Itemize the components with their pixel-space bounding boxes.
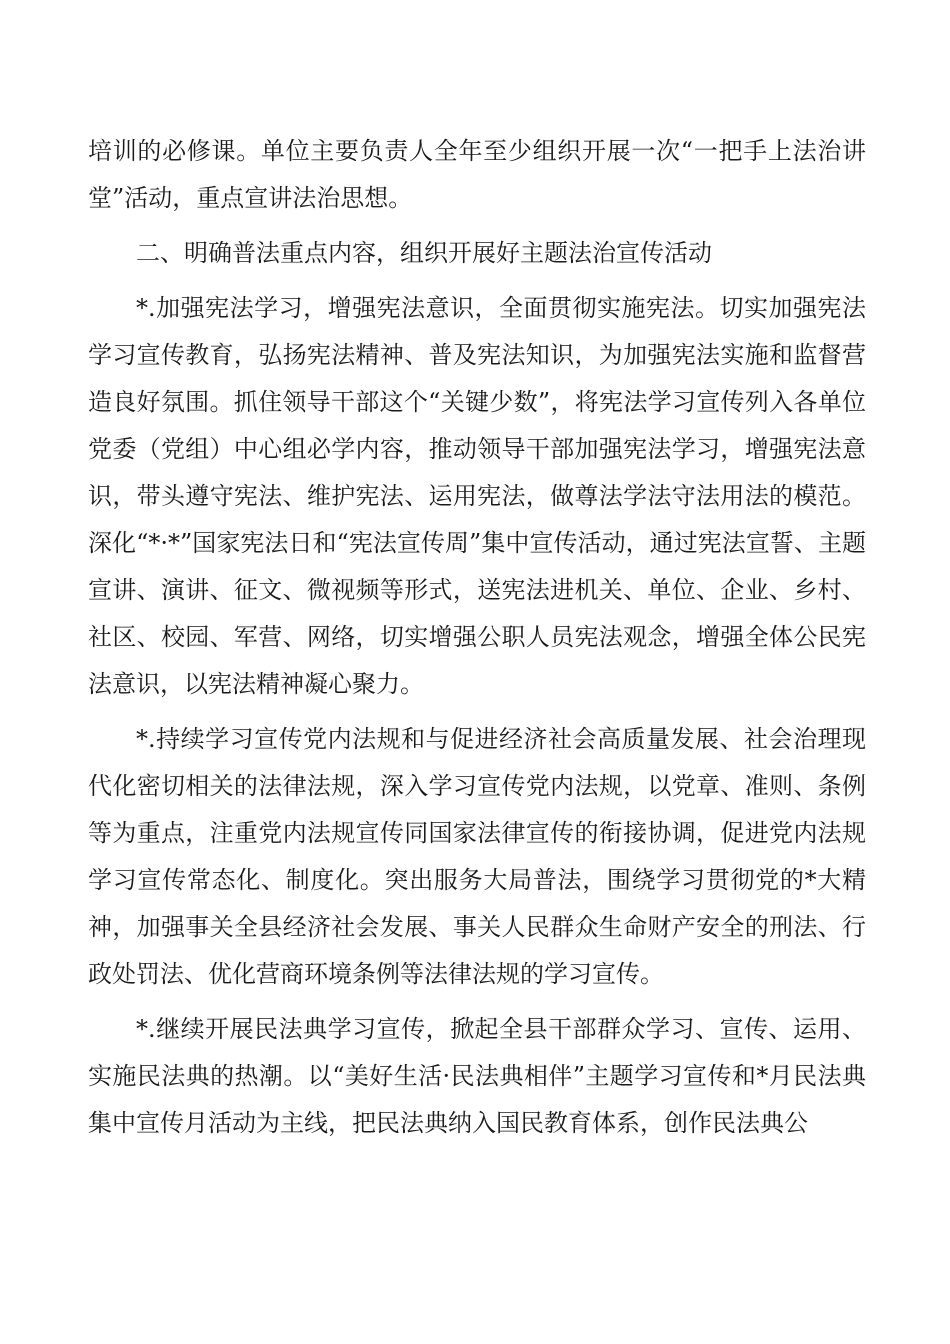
- paragraph-constitution: *.加强宪法学习，增强宪法意识，全面贯彻实施宪法。切实加强宪法学习宣传教育，弘扬宪法精神、普及宪法知识，为加强宪法实施和监督营造良好氛围。抓住领导干部这个“关键少数”，将宪法学习宣传列入各单位党委（党组）中心组必学内容，推动领导干部加强宪法学习，增强宪法意识，带头遵守宪法、维护宪法、运用宪法，做尊法学法守法用法的模范。深化“*·*”国家宪法日和“宪法宣传周”集中宣传活动，通过宪法宣誓、主题宣讲、演讲、征文、微视频等形式，送宪法进机关、单位、企业、乡村、社区、校园、军营、网络，切实增强公职人员宪法观念，增强全体公民宪法意识，以宪法精神凝心聚力。: [88, 294, 866, 698]
- paragraph-civil-code: *.继续开展民法典学习宣传，掀起全县干部群众学习、宣传、运用、实施民法典的热潮。以“美好生活·民法典相伴”主题学习宣传和*月民法典集中宣传月活动为主线，把民法典纳入国民教育体系，创作民法典公: [88, 1015, 866, 1137]
- document-body: [88, 128, 866, 1155]
- paragraph-party-regulations: *.持续学习宣传党内法规和与促进经济社会高质量发展、社会治理现代化密切相关的法律法规，深入学习宣传党内法规，以党章、准则、条例等为重点，注重党内法规宣传同国家法律宣传的衔接协调，促进党内法规学习宣传常态化、制度化。突出服务大局普法，围绕学习贯彻党的*大精神，加强事关全县经济社会发展、事关人民群众生命财产安全的刑法、行政处罚法、优化营商环境条例等法律法规的学习宣传。: [88, 725, 866, 988]
- paragraph-1: 培训的必修课。单位主要负责人全年至少组织开展一次“一把手上法治讲堂”活动，重点宣讲法治思想。: [88, 137, 866, 212]
- section-heading: 二、明确普法重点内容，组织开展好主题法治宣传活动: [136, 239, 712, 267]
